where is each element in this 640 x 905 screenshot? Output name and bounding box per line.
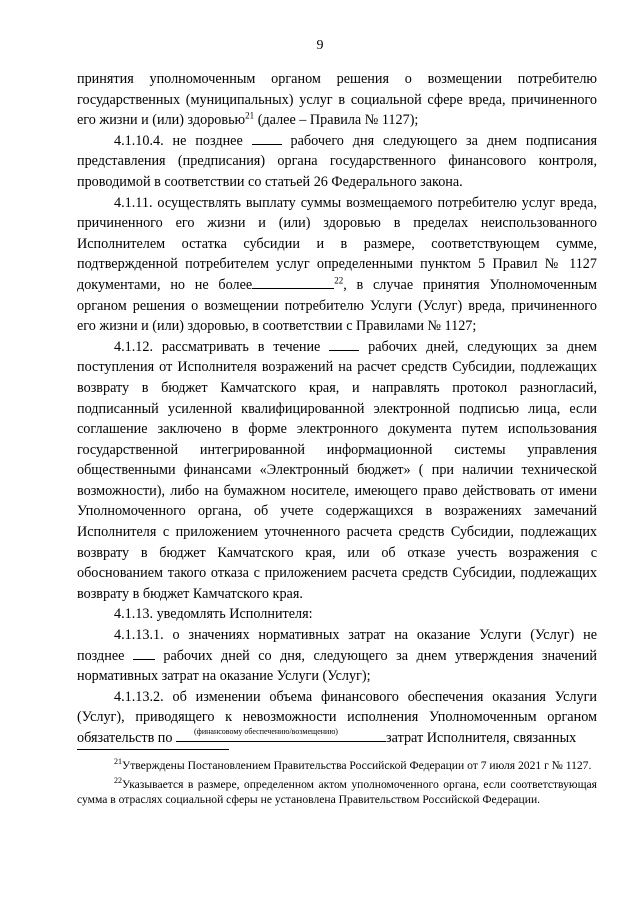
footnote-divider [77,749,229,750]
paragraph-4-1-11: 4.1.11. осуществлять выплату суммы возмещаемого потребителю услуг вреда, причиненного его жизни и (или) здоровью в пределах неиспользованного Исполнителем остатка субсидии и в размере, соответствующем сумме, подтвержденной потребителем услуг определенными пунктом 5 Правил № 1127 документами, но не более $^{22}$, в случае принятия Уполномоченным органом решения о возмещении потребителю Услуги (Услуг) вреда, причиненного его жизни и (или) здоровью, в соответствии с Правилами № 1127; [77,194,597,335]
footnote-ref-22: 22 [334,275,344,286]
blank-field [329,337,359,351]
paragraph-4-1-13-2: 4.1.13.2. об изменении объема финансового обеспечения оказания Услуги (Услуг), приводящего к невозможности исполнения Уполномоченным органом обязательств по затрат Исполнителя, связанных [77,688,597,746]
footnote-ref-21: 21 [245,110,255,121]
footnote-22: $^{22}$Указывается в размере, определенном актом уполномоченного органа, если соответствующая сумма в отраслях социальной сферы не установлена Правительством Российской Федерации. [77,776,597,806]
blank-field [252,131,282,145]
document-body [77,69,597,749]
paragraph-4-1-13: 4.1.13. уведомлять Исполнителя: [114,606,313,623]
paragraph-4-1-10-4: 4.1.10.4. не позднее рабочего дня следующего за днем подписания представления (предписания) органа государственного финансового контроля, проводимой в соответствии со статьей 26 Федерального закона. [77,132,597,190]
footnotes [77,758,597,811]
blank-field [133,646,155,660]
paragraph-4-1-13-1: 4.1.13.1. о значениях нормативных затрат на оказание Услуги (Услуг) не позднее рабочих дней со дня, следующего за днем утверждения значений нормативных затрат на оказание Услуги (Услуг); [77,627,597,685]
page-number: 9 [316,38,324,53]
field-caption: (финансовому обеспечению/возмещению) [194,727,338,736]
paragraph-rules-1127: принятия уполномоченным органом решения о возмещении потребителю государственных (муниципальных) услуг в социальной сфере вреда, причиненного его жизни и (или) здоровью$^{21}$ (далее – Правила № 1127); [77,71,597,129]
paragraph-4-1-12: 4.1.12. рассматривать в течение рабочих дней, следующих за днем поступления от Исполнителя возражений на расчет средств Субсидии, подлежащих возврату в бюджет Камчатского края, и направлять протокол разногласий, подписанный усиленной квалифицированной электронной подписью лица, если соглашение заключено в форме электронного документа путем использования государственной интегрированной информационной системы управления общественными финансами «Электронный бюджет» ( при наличии технической возможности), либо на бумажном носителе, имеющего право действовать от имени Уполномоченного органа, об учете содержащихся в возражениях замечаний Исполнителя с приложением уточненного расчета средств Субсидии, подлежащих возврату в бюджет Камчатского края, или об отказе учесть возражения с обоснованием такого отказа с приложением расчета средств Субсидии, подлежащих возврату в бюджет Камчатского края. [77,338,597,602]
blank-field [252,275,334,289]
footnote-21: $^{21}$Утверждены Постановлением Правительства Российской Федерации от 7 июля 2021 г № 1127. [114,757,592,772]
